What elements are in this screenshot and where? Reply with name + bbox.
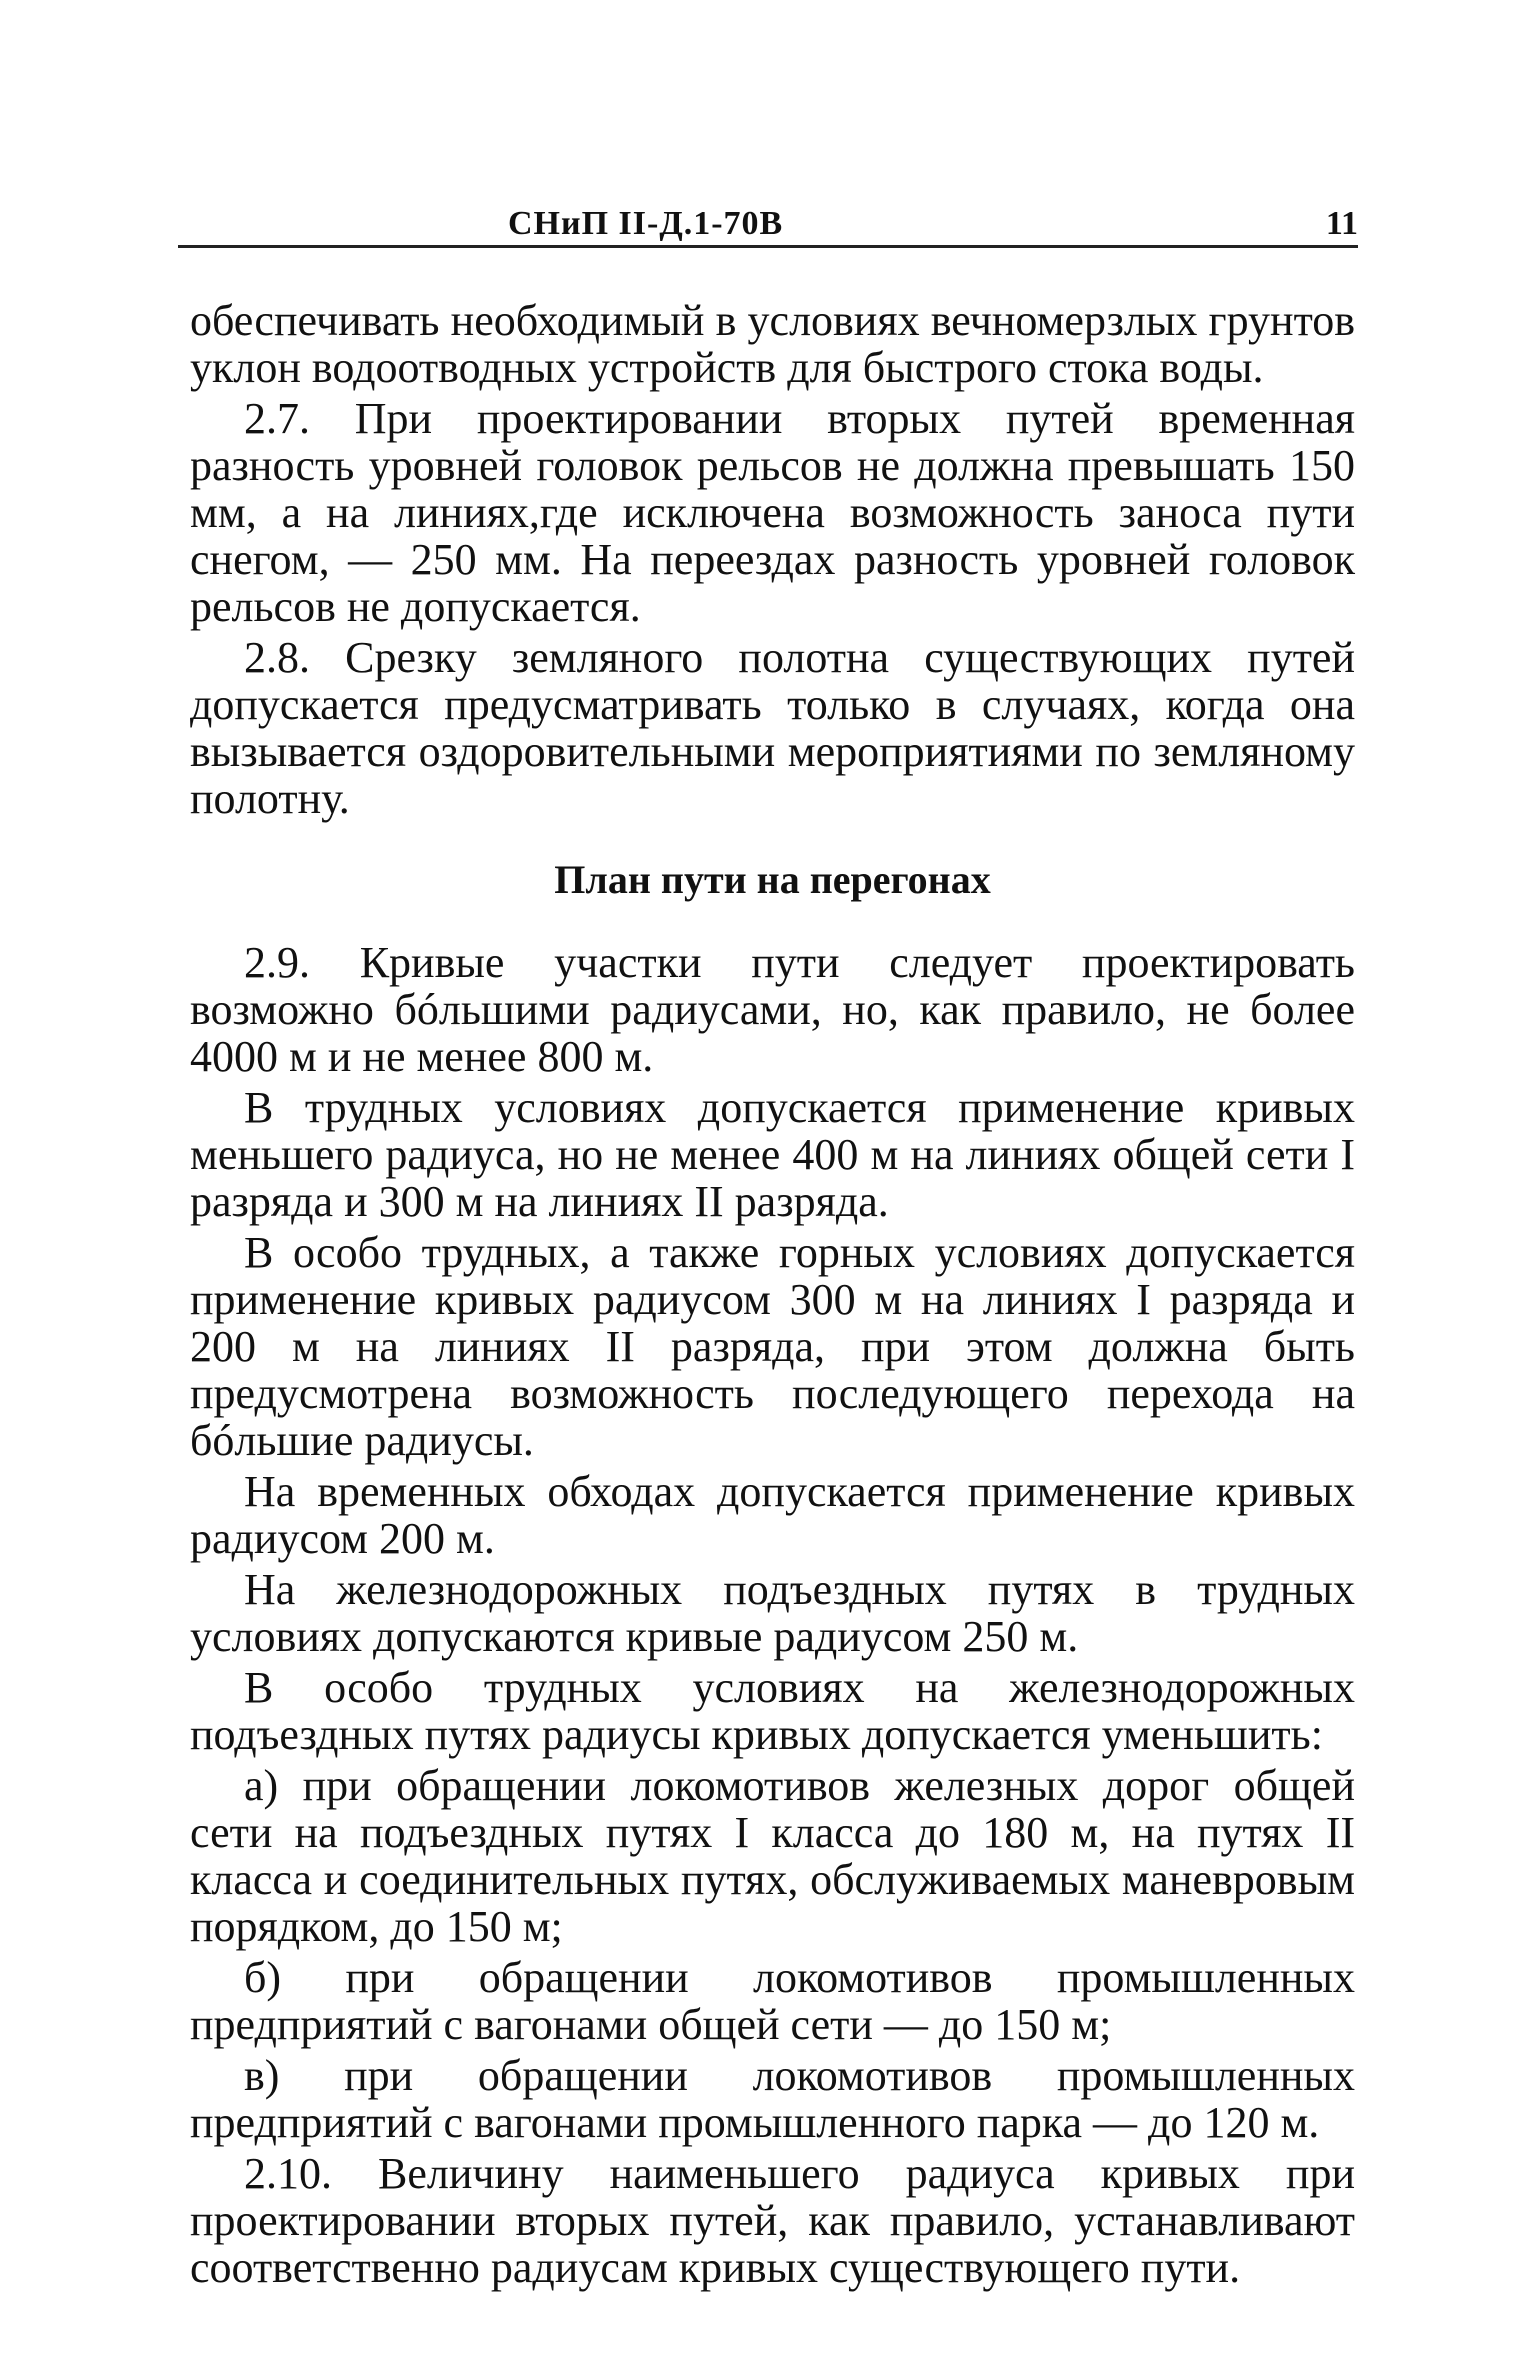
- header-rule: [178, 245, 1358, 248]
- page-number: 11: [1325, 205, 1358, 242]
- section-heading: План пути на перегонах: [554, 857, 991, 902]
- paragraph-continuation: обеспечивать необходимый в условиях вечномерзлых грунтов уклон водоотводных устройств для быстрого стока воды.: [190, 296, 1355, 392]
- document-code: СНиП II-Д.1-70В: [508, 205, 784, 242]
- paragraph-temporary-bypasses: На временных обходах допускается применение кривых радиусом 200 м.: [190, 1467, 1355, 1563]
- list-item-b: б) при обращении локомотивов промышленных предприятий с вагонами общей сети — до 150 м;: [190, 1953, 1355, 2049]
- list-item-a: а) при обращении локомотивов железных дорог общей сети на подъездных путях I класса до 180 м, на путях II класса и соединительных путях, обслуживаемых маневровым порядком, до 150 м;: [190, 1761, 1355, 1951]
- paragraph-2-7: 2.7. При проектировании вторых путей временная разность уровней головок рельсов не должна превышать 150 мм, а на линиях,где исключена возможность заноса пути снегом, — 250 мм. На переездах разность уровней головок рельсов не допускается.: [190, 394, 1355, 631]
- paragraph-difficult-conditions: В трудных условиях допускается применение кривых меньшего радиуса, но не менее 400 м на линиях общей сети I разряда и 300 м на линиях II разряда.: [190, 1083, 1355, 1226]
- paragraph-2-9: 2.9. Кривые участки пути следует проектировать возможно бóльшими радиусами, но, как правило, не более 4000 м и не менее 800 м.: [190, 938, 1355, 1081]
- page-header: [178, 205, 1358, 265]
- paragraph-2-10: 2.10. Величину наименьшего радиуса кривых при проектировании вторых путей, как правило, устанавливают соответственно радиусам кривых существующего пути.: [190, 2149, 1355, 2292]
- paragraph-very-difficult-conditions: В особо трудных, а также горных условиях допускается применение кривых радиусом 300 м на линиях I разряда и 200 м на линиях II разряда, при этом должна быть предусмотрена возможность последующего перехода на бóльшие радиусы.: [190, 1228, 1355, 1465]
- paragraph-access-tracks-reduce: В особо трудных условиях на железнодорожных подъездных путях радиусы кривых допускается уменьшить:: [190, 1663, 1355, 1759]
- list-item-v: в) при обращении локомотивов промышленных предприятий с вагонами промышленного парка — до 120 м.: [190, 2051, 1355, 2147]
- paragraph-access-tracks: На железнодорожных подъездных путях в трудных условиях допускаются кривые радиусом 250 м.: [190, 1565, 1355, 1661]
- paragraph-2-8: 2.8. Срезку земляного полотна существующих путей допускается предусматривать только в случаях, когда она вызывается оздоровительными мероприятиями по земляному полотну.: [190, 633, 1355, 823]
- page-body: [190, 297, 1355, 2295]
